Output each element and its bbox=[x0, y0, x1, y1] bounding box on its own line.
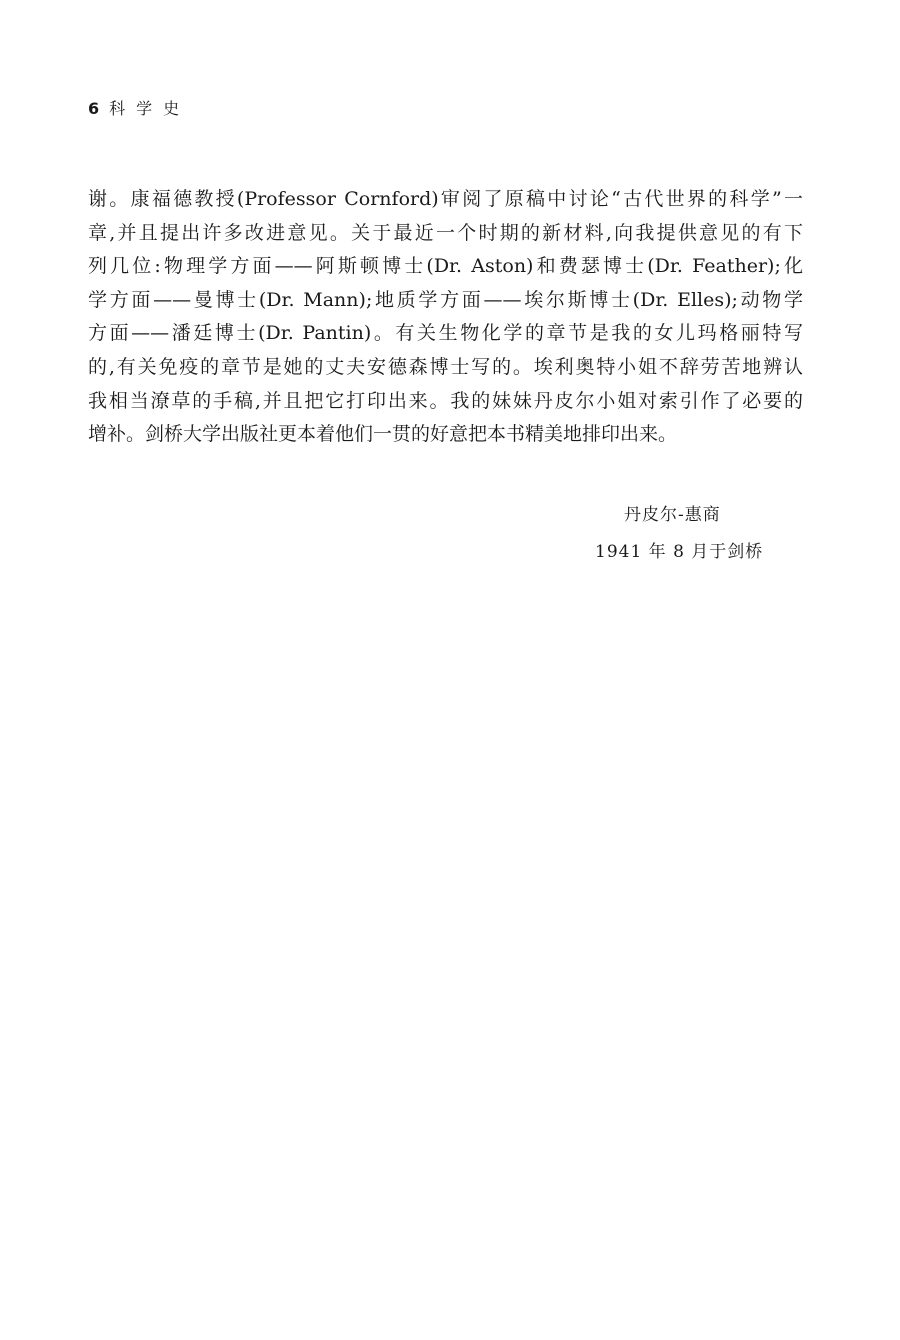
preface-body bbox=[88, 183, 803, 452]
body-line: 我相当潦草的手稿,并且把它打印出来。我的妹妹丹皮尔小姐对索引作了必要的 bbox=[88, 389, 803, 412]
signature-block bbox=[560, 503, 770, 564]
body-line: 列几位:物理学方面——阿斯顿博士(Dr. Aston)和费瑟博士(Dr. Feather);化 bbox=[88, 255, 803, 278]
place-date: 1941 年 8 月于剑桥 bbox=[595, 542, 764, 562]
body-line: 增补。剑桥大学出版社更本着他们一贯的好意把本书精美地排印出来。 bbox=[88, 423, 678, 446]
body-line: 学方面——曼博士(Dr. Mann);地质学方面——埃尔斯博士(Dr. Elles);动物学 bbox=[88, 288, 803, 311]
body-line: 章,并且提出许多改进意见。关于最近一个时期的新材料,向我提供意见的有下 bbox=[88, 221, 803, 244]
body-line: 方面——潘廷博士(Dr. Pantin)。有关生物化学的章节是我的女儿玛格丽特写 bbox=[88, 322, 803, 345]
page-number: 6 bbox=[88, 99, 100, 118]
running-header bbox=[88, 96, 190, 119]
running-title: 科学史 bbox=[109, 99, 191, 118]
author-signature: 丹皮尔-惠商 bbox=[624, 505, 721, 525]
body-line: 的,有关免疫的章节是她的丈夫安德森博士写的。埃利奥特小姐不辞劳苦地辨认 bbox=[88, 355, 803, 378]
body-line: 谢。康福德教授(Professor Cornford)审阅了原稿中讨论“古代世界的科学”一 bbox=[88, 188, 803, 210]
